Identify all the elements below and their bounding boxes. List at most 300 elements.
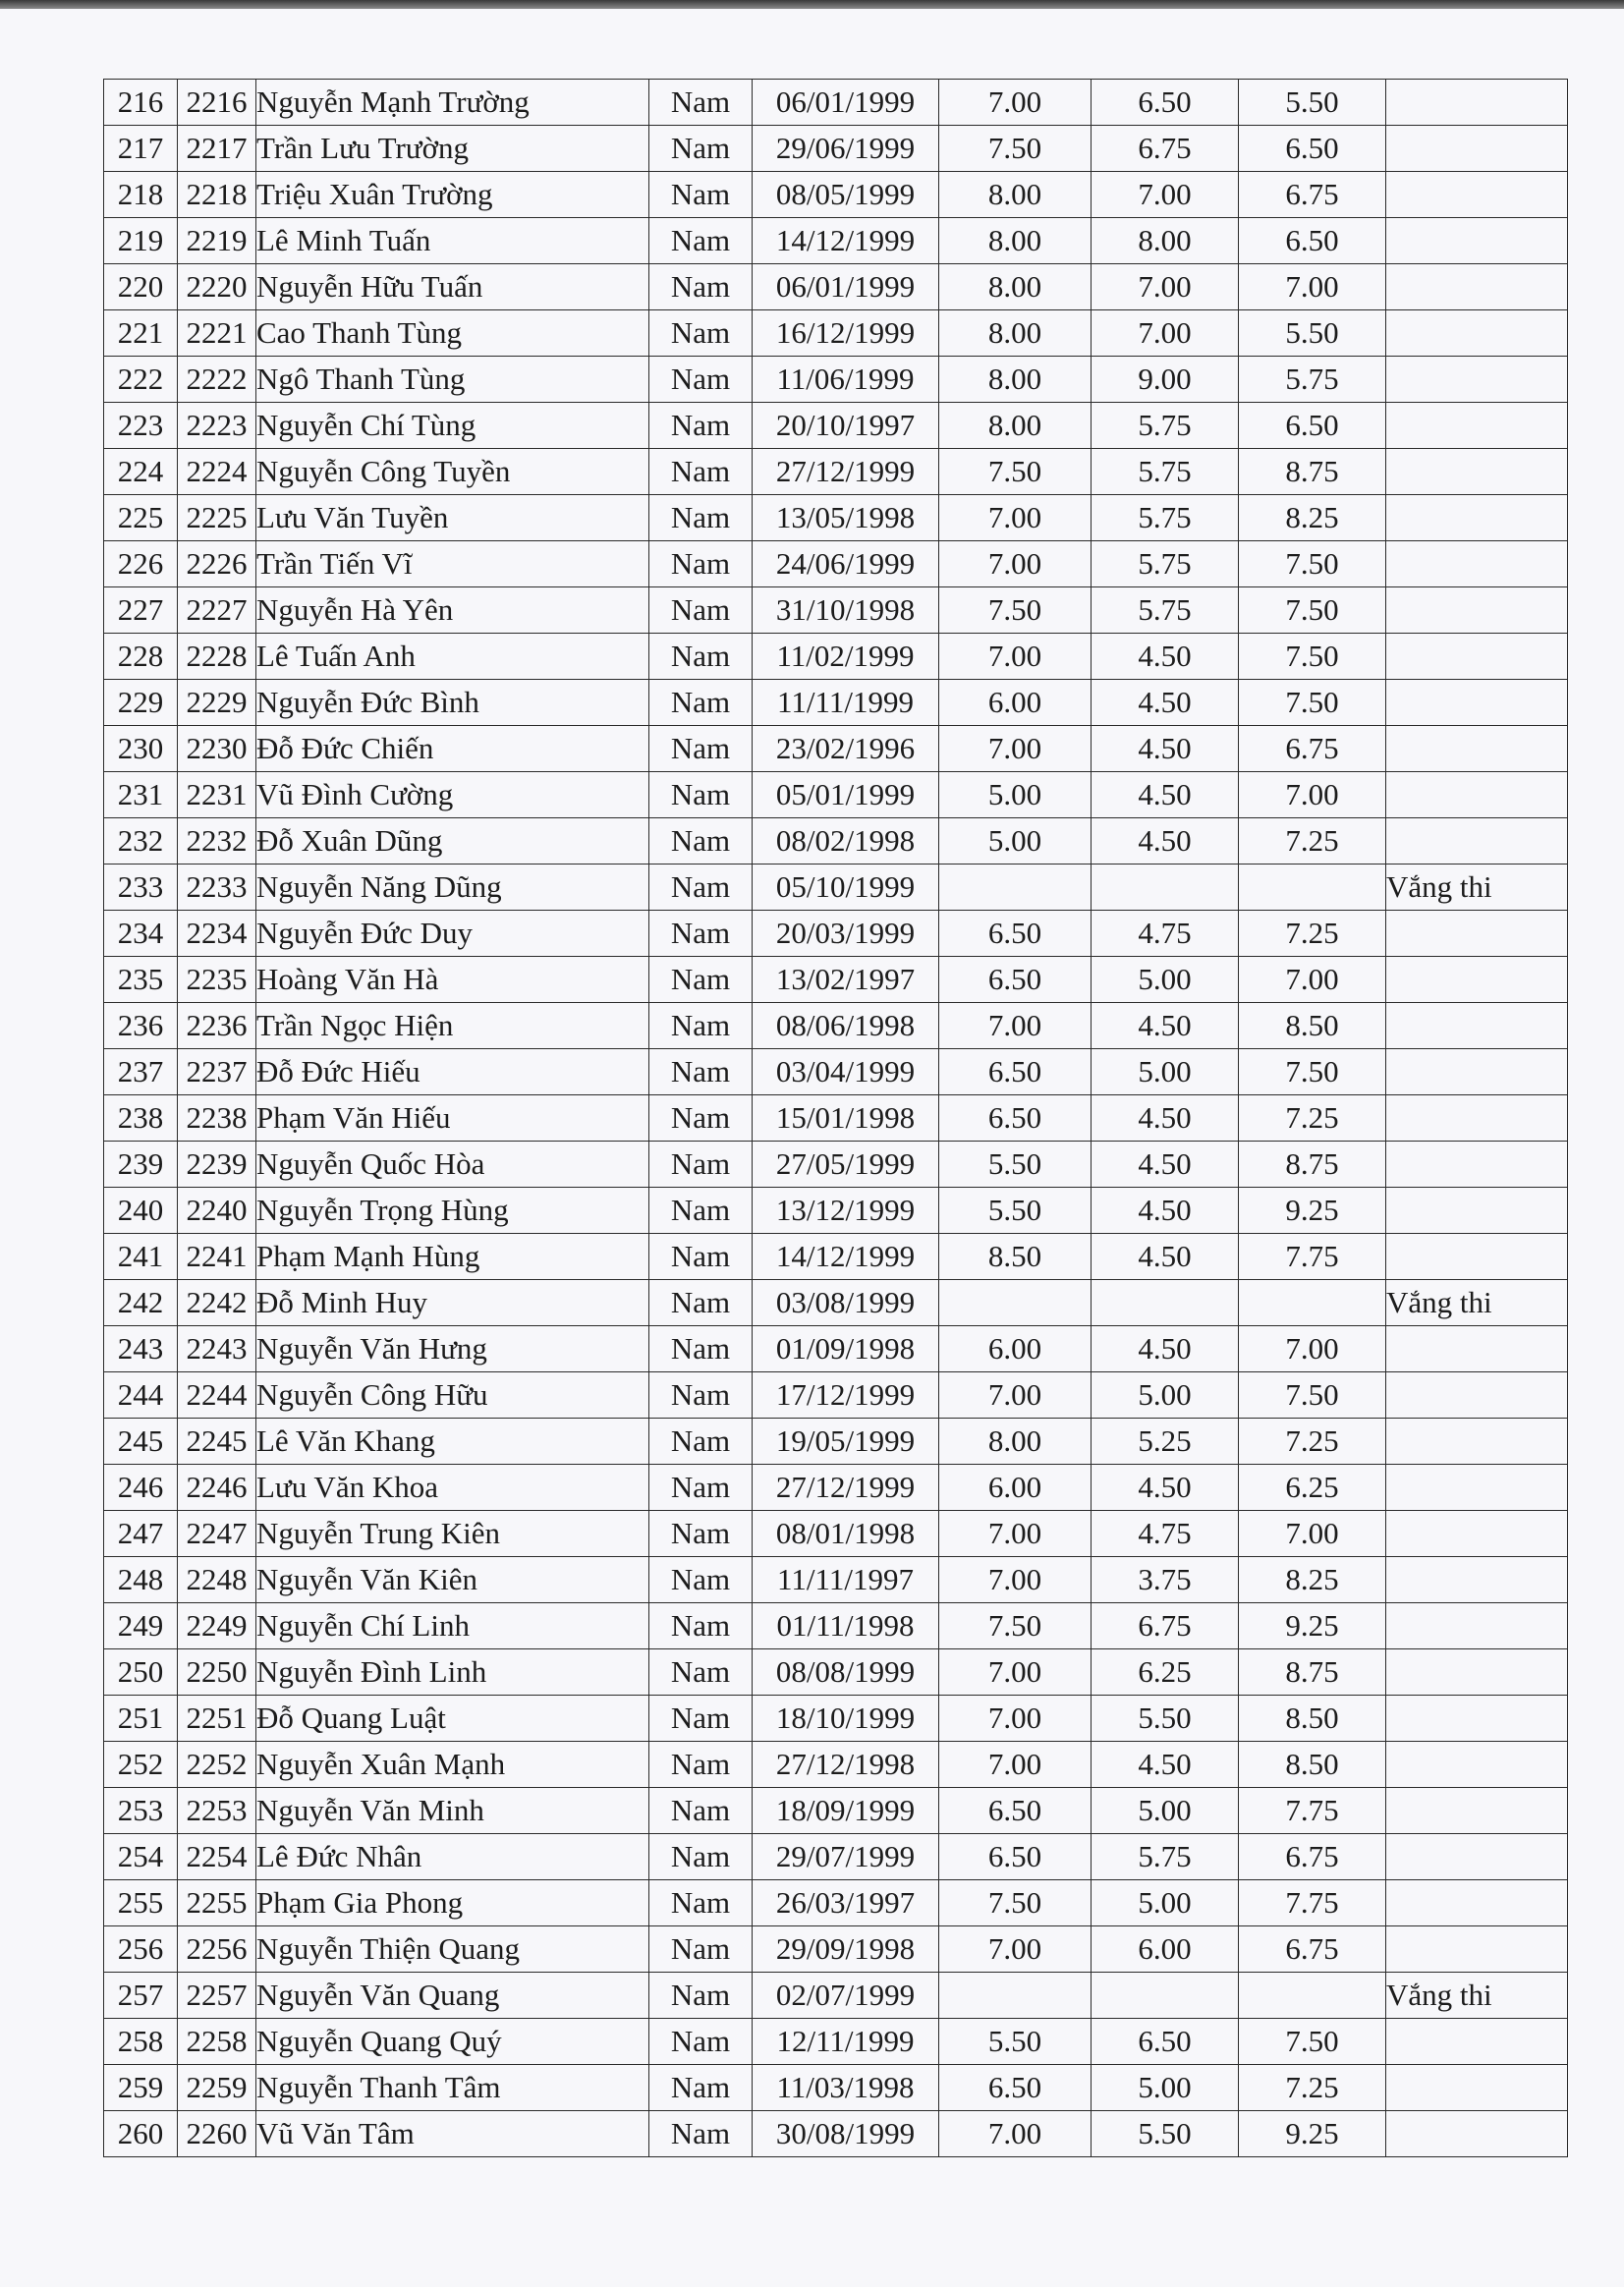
score-1-cell: 7.00 [939,1372,1092,1419]
score-3-cell: 7.00 [1239,1326,1386,1372]
candidate-number-cell: 2224 [178,449,256,495]
note-cell [1386,2019,1568,2065]
row-number-cell: 230 [104,726,178,772]
table-row [104,1834,1568,1880]
date-of-birth-cell: 03/04/1999 [753,1049,939,1095]
gender-cell: Nam [649,1880,753,1926]
student-name-cell: Nguyễn Đức Duy [256,911,649,957]
student-name-cell: Đỗ Đức Chiến [256,726,649,772]
student-name-cell: Nguyễn Văn Kiên [256,1557,649,1603]
table-row [104,1742,1568,1788]
gender-cell: Nam [649,2019,753,2065]
candidate-number-cell: 2260 [178,2111,256,2157]
candidate-number-cell: 2248 [178,1557,256,1603]
score-3-cell: 8.75 [1239,1649,1386,1696]
student-name-cell: Trần Tiến Vĩ [256,541,649,587]
score-1-cell: 6.50 [939,911,1092,957]
score-1-cell: 8.00 [939,357,1092,403]
score-3-cell: 5.50 [1239,310,1386,357]
date-of-birth-cell: 14/12/1999 [753,218,939,264]
note-cell [1386,2111,1568,2157]
gender-cell: Nam [649,772,753,818]
table-row [104,1419,1568,1465]
date-of-birth-cell: 08/05/1999 [753,172,939,218]
row-number-cell: 241 [104,1234,178,1280]
student-name-cell: Nguyễn Văn Hưng [256,1326,649,1372]
gender-cell: Nam [649,1049,753,1095]
candidate-number-cell: 2238 [178,1095,256,1142]
table-row [104,1188,1568,1234]
candidate-number-cell: 2253 [178,1788,256,1834]
gender-cell: Nam [649,1742,753,1788]
date-of-birth-cell: 12/11/1999 [753,2019,939,2065]
student-name-cell: Lưu Văn Tuyền [256,495,649,541]
row-number-cell: 242 [104,1280,178,1326]
note-cell [1386,126,1568,172]
note-cell: Vắng thi [1386,1280,1568,1326]
score-3-cell: 6.75 [1239,1834,1386,1880]
candidate-number-cell: 2257 [178,1973,256,2019]
date-of-birth-cell: 29/06/1999 [753,126,939,172]
table-row [104,1326,1568,1372]
row-number-cell: 217 [104,126,178,172]
note-cell [1386,1419,1568,1465]
score-1-cell: 8.00 [939,264,1092,310]
date-of-birth-cell: 27/05/1999 [753,1142,939,1188]
student-name-cell: Đỗ Đức Hiếu [256,1049,649,1095]
candidate-number-cell: 2228 [178,634,256,680]
candidate-number-cell: 2255 [178,1880,256,1926]
score-1-cell: 5.00 [939,818,1092,865]
score-3-cell: 9.25 [1239,1603,1386,1649]
date-of-birth-cell: 20/10/1997 [753,403,939,449]
table-row [104,80,1568,126]
score-1-cell [939,1973,1092,2019]
row-number-cell: 228 [104,634,178,680]
score-2-cell: 5.50 [1092,2111,1239,2157]
candidate-number-cell: 2226 [178,541,256,587]
score-2-cell: 7.00 [1092,310,1239,357]
score-1-cell: 8.00 [939,1419,1092,1465]
score-3-cell: 8.50 [1239,1696,1386,1742]
table-row [104,1696,1568,1742]
table-row [104,957,1568,1003]
date-of-birth-cell: 26/03/1997 [753,1880,939,1926]
gender-cell: Nam [649,449,753,495]
note-cell [1386,495,1568,541]
student-name-cell: Phạm Mạnh Hùng [256,1234,649,1280]
note-cell: Vắng thi [1386,1973,1568,2019]
score-2-cell: 3.75 [1092,1557,1239,1603]
row-number-cell: 234 [104,911,178,957]
note-cell [1386,1188,1568,1234]
score-3-cell: 6.75 [1239,1926,1386,1973]
candidate-number-cell: 2223 [178,403,256,449]
gender-cell: Nam [649,1372,753,1419]
gender-cell: Nam [649,1280,753,1326]
note-cell [1386,80,1568,126]
note-cell [1386,1142,1568,1188]
note-cell [1386,680,1568,726]
score-1-cell: 7.00 [939,1557,1092,1603]
candidate-number-cell: 2239 [178,1142,256,1188]
gender-cell: Nam [649,1834,753,1880]
gender-cell: Nam [649,911,753,957]
table-row [104,495,1568,541]
table-row [104,1049,1568,1095]
candidate-number-cell: 2242 [178,1280,256,1326]
date-of-birth-cell: 02/07/1999 [753,1973,939,2019]
candidate-number-cell: 2258 [178,2019,256,2065]
score-1-cell: 5.50 [939,2019,1092,2065]
student-name-cell: Nguyễn Hữu Tuấn [256,264,649,310]
table-row [104,126,1568,172]
gender-cell: Nam [649,1419,753,1465]
candidate-number-cell: 2243 [178,1326,256,1372]
row-number-cell: 218 [104,172,178,218]
score-2-cell [1092,1973,1239,2019]
date-of-birth-cell: 11/11/1999 [753,680,939,726]
score-2-cell: 5.00 [1092,1049,1239,1095]
score-3-cell: 8.75 [1239,449,1386,495]
row-number-cell: 256 [104,1926,178,1973]
score-1-cell: 6.50 [939,1095,1092,1142]
note-cell [1386,1326,1568,1372]
score-3-cell: 7.75 [1239,1234,1386,1280]
gender-cell: Nam [649,1696,753,1742]
table-row [104,2111,1568,2157]
student-name-cell: Đỗ Xuân Dũng [256,818,649,865]
score-2-cell: 4.50 [1092,1234,1239,1280]
score-2-cell [1092,1280,1239,1326]
table-row [104,1372,1568,1419]
student-name-cell: Nguyễn Trọng Hùng [256,1188,649,1234]
student-name-cell: Lưu Văn Khoa [256,1465,649,1511]
candidate-number-cell: 2230 [178,726,256,772]
date-of-birth-cell: 24/06/1999 [753,541,939,587]
score-1-cell: 7.00 [939,1742,1092,1788]
candidate-number-cell: 2225 [178,495,256,541]
row-number-cell: 239 [104,1142,178,1188]
score-2-cell: 6.00 [1092,1926,1239,1973]
score-2-cell: 4.50 [1092,634,1239,680]
note-cell [1386,726,1568,772]
row-number-cell: 224 [104,449,178,495]
score-3-cell: 6.25 [1239,1465,1386,1511]
gender-cell: Nam [649,403,753,449]
candidate-number-cell: 2247 [178,1511,256,1557]
table-row [104,1649,1568,1696]
score-1-cell: 8.00 [939,403,1092,449]
table-row [104,310,1568,357]
student-name-cell: Nguyễn Chí Tùng [256,403,649,449]
note-cell [1386,1834,1568,1880]
row-number-cell: 222 [104,357,178,403]
student-name-cell: Phạm Gia Phong [256,1880,649,1926]
candidate-number-cell: 2219 [178,218,256,264]
score-1-cell: 7.00 [939,634,1092,680]
score-1-cell: 8.50 [939,1234,1092,1280]
table-row [104,911,1568,957]
candidate-number-cell: 2254 [178,1834,256,1880]
note-cell [1386,1742,1568,1788]
gender-cell: Nam [649,1142,753,1188]
score-1-cell: 7.00 [939,80,1092,126]
score-3-cell: 7.50 [1239,2019,1386,2065]
note-cell [1386,957,1568,1003]
student-name-cell: Nguyễn Chí Linh [256,1603,649,1649]
note-cell [1386,772,1568,818]
date-of-birth-cell: 01/09/1998 [753,1326,939,1372]
date-of-birth-cell: 06/01/1999 [753,264,939,310]
score-2-cell: 5.00 [1092,2065,1239,2111]
row-number-cell: 254 [104,1834,178,1880]
note-cell [1386,1603,1568,1649]
date-of-birth-cell: 18/10/1999 [753,1696,939,1742]
note-cell [1386,1372,1568,1419]
student-name-cell: Hoàng Văn Hà [256,957,649,1003]
candidate-number-cell: 2259 [178,2065,256,2111]
candidate-number-cell: 2217 [178,126,256,172]
score-3-cell: 8.25 [1239,1557,1386,1603]
date-of-birth-cell: 03/08/1999 [753,1280,939,1326]
student-name-cell: Nguyễn Công Tuyền [256,449,649,495]
table-row [104,2065,1568,2111]
score-2-cell: 5.75 [1092,449,1239,495]
candidate-number-cell: 2227 [178,587,256,634]
score-2-cell: 4.50 [1092,818,1239,865]
row-number-cell: 235 [104,957,178,1003]
score-3-cell: 7.75 [1239,1880,1386,1926]
row-number-cell: 220 [104,264,178,310]
note-cell [1386,634,1568,680]
row-number-cell: 258 [104,2019,178,2065]
score-2-cell: 6.50 [1092,2019,1239,2065]
student-name-cell: Vũ Đình Cường [256,772,649,818]
score-2-cell: 5.00 [1092,1788,1239,1834]
gender-cell: Nam [649,1326,753,1372]
candidate-number-cell: 2232 [178,818,256,865]
score-1-cell: 6.50 [939,1834,1092,1880]
candidate-number-cell: 2233 [178,865,256,911]
row-number-cell: 240 [104,1188,178,1234]
row-number-cell: 260 [104,2111,178,2157]
score-2-cell: 5.75 [1092,541,1239,587]
table-row [104,1880,1568,1926]
row-number-cell: 219 [104,218,178,264]
row-number-cell: 238 [104,1095,178,1142]
student-name-cell: Nguyễn Đình Linh [256,1649,649,1696]
score-3-cell: 7.50 [1239,587,1386,634]
table-row [104,541,1568,587]
row-number-cell: 259 [104,2065,178,2111]
candidate-number-cell: 2229 [178,680,256,726]
candidate-number-cell: 2231 [178,772,256,818]
row-number-cell: 236 [104,1003,178,1049]
gender-cell: Nam [649,818,753,865]
gender-cell: Nam [649,218,753,264]
score-1-cell: 6.00 [939,1326,1092,1372]
table-row [104,818,1568,865]
gender-cell: Nam [649,1973,753,2019]
student-name-cell: Nguyễn Đức Bình [256,680,649,726]
score-1-cell: 8.00 [939,310,1092,357]
score-3-cell: 7.50 [1239,1372,1386,1419]
date-of-birth-cell: 31/10/1998 [753,587,939,634]
score-1-cell: 6.50 [939,2065,1092,2111]
candidate-number-cell: 2234 [178,911,256,957]
table-row [104,1973,1568,2019]
date-of-birth-cell: 23/02/1996 [753,726,939,772]
score-3-cell: 7.00 [1239,957,1386,1003]
row-number-cell: 243 [104,1326,178,1372]
note-cell [1386,172,1568,218]
note-cell [1386,357,1568,403]
row-number-cell: 233 [104,865,178,911]
date-of-birth-cell: 06/01/1999 [753,80,939,126]
score-2-cell: 4.50 [1092,1326,1239,1372]
scan-top-edge [0,0,1624,9]
gender-cell: Nam [649,357,753,403]
date-of-birth-cell: 08/06/1998 [753,1003,939,1049]
table-row [104,1926,1568,1973]
note-cell [1386,1095,1568,1142]
note-cell [1386,449,1568,495]
student-score-table [103,79,1568,2157]
student-name-cell: Cao Thanh Tùng [256,310,649,357]
student-name-cell: Lê Tuấn Anh [256,634,649,680]
date-of-birth-cell: 17/12/1999 [753,1372,939,1419]
score-2-cell: 5.50 [1092,1696,1239,1742]
score-3-cell: 6.75 [1239,172,1386,218]
row-number-cell: 248 [104,1557,178,1603]
score-3-cell [1239,1280,1386,1326]
score-2-cell: 5.25 [1092,1419,1239,1465]
gender-cell: Nam [649,1926,753,1973]
score-1-cell: 7.00 [939,1926,1092,1973]
score-3-cell: 7.25 [1239,818,1386,865]
candidate-number-cell: 2216 [178,80,256,126]
date-of-birth-cell: 13/05/1998 [753,495,939,541]
score-3-cell: 7.50 [1239,541,1386,587]
candidate-number-cell: 2222 [178,357,256,403]
student-name-cell: Nguyễn Trung Kiên [256,1511,649,1557]
score-2-cell: 6.50 [1092,80,1239,126]
note-cell [1386,541,1568,587]
table-body [104,80,1568,2157]
table-row [104,449,1568,495]
score-2-cell: 5.00 [1092,1372,1239,1419]
date-of-birth-cell: 11/06/1999 [753,357,939,403]
gender-cell: Nam [649,2111,753,2157]
table-row [104,1280,1568,1326]
row-number-cell: 221 [104,310,178,357]
table-row [104,1465,1568,1511]
note-cell [1386,1049,1568,1095]
row-number-cell: 227 [104,587,178,634]
candidate-number-cell: 2236 [178,1003,256,1049]
score-2-cell: 4.50 [1092,1095,1239,1142]
row-number-cell: 216 [104,80,178,126]
student-name-cell: Nguyễn Công Hữu [256,1372,649,1419]
score-2-cell: 4.75 [1092,911,1239,957]
note-cell [1386,1880,1568,1926]
candidate-number-cell: 2221 [178,310,256,357]
student-name-cell: Nguyễn Hà Yên [256,587,649,634]
date-of-birth-cell: 30/08/1999 [753,2111,939,2157]
date-of-birth-cell: 08/02/1998 [753,818,939,865]
score-3-cell: 5.75 [1239,357,1386,403]
score-1-cell [939,1280,1092,1326]
table-row [104,772,1568,818]
score-2-cell: 5.00 [1092,1880,1239,1926]
student-name-cell: Lê Minh Tuấn [256,218,649,264]
student-name-cell: Nguyễn Văn Quang [256,1973,649,2019]
table-row [104,403,1568,449]
note-cell [1386,1649,1568,1696]
score-3-cell: 7.25 [1239,911,1386,957]
row-number-cell: 251 [104,1696,178,1742]
table-row [104,865,1568,911]
table-row [104,357,1568,403]
student-name-cell: Nguyễn Năng Dũng [256,865,649,911]
score-2-cell: 6.75 [1092,1603,1239,1649]
student-name-cell: Trần Lưu Trường [256,126,649,172]
score-2-cell: 4.50 [1092,1465,1239,1511]
gender-cell: Nam [649,1603,753,1649]
row-number-cell: 229 [104,680,178,726]
score-1-cell: 7.00 [939,1649,1092,1696]
table-row [104,1557,1568,1603]
score-3-cell: 7.50 [1239,634,1386,680]
candidate-number-cell: 2249 [178,1603,256,1649]
table-row [104,634,1568,680]
student-name-cell: Triệu Xuân Trường [256,172,649,218]
date-of-birth-cell: 05/10/1999 [753,865,939,911]
note-cell: Vắng thi [1386,865,1568,911]
note-cell [1386,2065,1568,2111]
candidate-number-cell: 2220 [178,264,256,310]
score-3-cell: 7.50 [1239,680,1386,726]
score-1-cell: 6.50 [939,1788,1092,1834]
score-2-cell: 4.50 [1092,1003,1239,1049]
note-cell [1386,1926,1568,1973]
score-3-cell: 7.25 [1239,2065,1386,2111]
student-name-cell: Vũ Văn Tâm [256,2111,649,2157]
score-3-cell: 6.50 [1239,126,1386,172]
score-1-cell: 7.00 [939,495,1092,541]
score-1-cell: 7.00 [939,1511,1092,1557]
table-row [104,1511,1568,1557]
score-3-cell [1239,865,1386,911]
student-name-cell: Phạm Văn Hiếu [256,1095,649,1142]
note-cell [1386,1788,1568,1834]
score-1-cell: 7.00 [939,541,1092,587]
score-3-cell: 7.00 [1239,264,1386,310]
gender-cell: Nam [649,264,753,310]
score-1-cell: 7.50 [939,587,1092,634]
row-number-cell: 246 [104,1465,178,1511]
score-3-cell [1239,1973,1386,2019]
score-2-cell [1092,865,1239,911]
candidate-number-cell: 2244 [178,1372,256,1419]
date-of-birth-cell: 18/09/1999 [753,1788,939,1834]
gender-cell: Nam [649,1511,753,1557]
student-name-cell: Ngô Thanh Tùng [256,357,649,403]
gender-cell: Nam [649,1557,753,1603]
score-2-cell: 5.75 [1092,1834,1239,1880]
gender-cell: Nam [649,495,753,541]
